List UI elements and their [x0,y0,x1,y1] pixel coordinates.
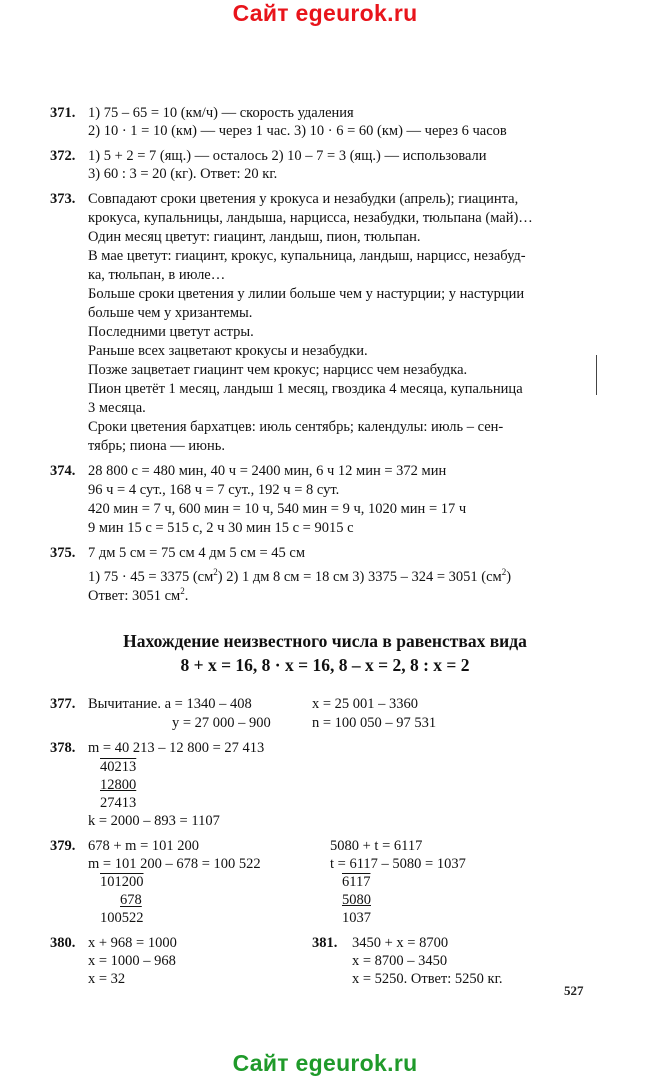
superscript: 2 [501,567,507,577]
problem-374-number: 374. [50,463,76,479]
problem-381-line: x = 8700 – 3450 [352,953,448,969]
problem-373-line: крокуса, купальницы, ландыша, нарцисса, незабудки, тюльпана (май)… [88,210,533,226]
section-heading: Нахождение неизвестного числа в равенствах вида [123,631,527,651]
problem-377-b: x = 25 001 – 3360 [312,696,419,712]
problem-381-line: x = 5250. Ответ: 5250 кг. [352,971,503,987]
problem-379-line-1: 678 + m = 101 200 [88,838,200,854]
problem-377-c: y = 27 000 – 900 [172,715,271,731]
problem-373-line: Сроки цветения бархатцев: июль сентябрь; календулы: июль – сен- [88,419,504,435]
problem-371-line-1: 1) 75 – 65 = 10 (км/ч) — скорость удаления [88,105,354,121]
page-number: 527 [564,983,584,998]
problem-379-right-line-1: 5080 + t = 6117 [330,838,423,854]
section-formula: 8 + x = 16, 8 · x = 16, 8 – x = 2, 8 : x = 2 [180,655,470,675]
problem-381-line: 3450 + x = 8700 [352,935,449,951]
column-minuend: 40213 [100,759,137,775]
problem-380-line: x + 968 = 1000 [88,935,177,951]
column-result: 1037 [342,910,371,926]
site-header: Сайт egeurok.ru [232,0,418,26]
problem-372-number: 372. [50,148,76,164]
problem-374-line: 9 мин 15 с = 515 с, 2 ч 30 мин 15 с = 9015 с [88,520,354,536]
column-result: 100522 [100,910,144,926]
problem-375-line-1: 7 дм 5 см = 75 см 4 дм 5 см = 45 см [88,545,306,561]
problem-378-number: 378. [50,740,76,756]
column-minuend: 6117 [342,874,371,890]
problem-372-line-1: 1) 5 + 2 = 7 (ящ.) — осталось 2) 10 – 7 = 3 (ящ.) — использовали [88,148,487,164]
problem-374-line: 420 мин = 7 ч, 600 мин = 10 ч, 540 мин = 9 ч, 1020 мин = 17 ч [88,501,467,517]
problem-373-number: 373. [50,191,76,207]
column-subtrahend: 678 [120,892,142,908]
problem-373-line: больше чем у хризантемы. [88,305,253,321]
problem-379-right-line-2: t = 6117 – 5080 = 1037 [330,856,466,872]
site-footer: Сайт egeurok.ru [232,1050,418,1076]
problem-375-line-3 [88,582,188,605]
superscript: 2 [180,586,185,596]
problem-371-line-2: 2) 10 · 1 = 10 (км) — через 1 час. 3) 10 · 6 = 60 (км) — через 6 часов [88,123,507,139]
problem-375-answer: Ответ: 3051 см [88,587,181,604]
problem-378-k: k = 2000 – 893 = 1107 [88,813,220,829]
problem-373-line: Совпадают сроки цветения у крокуса и незабудки (апрель); гиацинта, [88,191,519,207]
problem-373-line: Больше сроки цветения у лилии больше чем у настурции; у настурции [88,286,525,302]
problem-373-line: Один месяц цветут: гиацинт, ландыш, пион, тюльпан. [88,229,421,245]
problem-373-line: 3 месяца. [88,400,146,416]
problem-380-number: 380. [50,935,76,951]
column-subtrahend: 5080 [342,892,371,908]
problem-374-line: 28 800 с = 480 мин, 40 ч = 2400 мин, 6 ч 12 мин = 372 мин [88,463,447,479]
problem-375-number: 375. [50,545,76,561]
problem-375-part-c: ) [506,568,512,585]
problem-377-number: 377. [50,696,76,712]
problem-373-line: Пион цветёт 1 месяц, ландыш 1 месяц, гвоздика 4 месяца, купальница [88,381,523,397]
problem-372-line-2: 3) 60 : 3 = 20 (кг). Ответ: 20 кг. [88,166,278,182]
problem-377-d: n = 100 050 – 97 531 [312,715,437,731]
problem-373-line: Раньше всех зацветают крокусы и незабудки. [88,343,368,359]
superscript: 2 [213,567,218,577]
problem-379-number: 379. [50,838,76,854]
problem-373-line: тябрь; пиона — июнь. [88,438,226,454]
problem-374-line: 96 ч = 4 сут., 168 ч = 7 сут., 192 ч = 8 сут. [88,482,340,498]
problem-375-part-a: 1) 75 · 45 = 3375 (см [88,568,214,585]
problem-380-line: x = 32 [88,971,126,987]
problem-371-number: 371. [50,105,76,121]
problem-373-line: Позже зацветает гиацинт чем крокус; нарцисс чем незабудка. [88,362,468,378]
problem-373-line: ка, тюльпан, в июле… [88,267,226,283]
problem-379-line-2: m = 101 200 – 678 = 100 522 [88,856,261,872]
problem-375-answer-end: . [184,587,189,604]
problem-378-equation: m = 40 213 – 12 800 = 27 413 [88,740,265,756]
column-result: 27413 [100,795,137,811]
problem-381-number: 381. [312,935,338,951]
problem-377-a: Вычитание. a = 1340 – 408 [88,696,252,712]
problem-375-part-b: ) 2) 1 дм 8 см = 18 см 3) 3375 – 324 = 3051 (см [217,568,502,585]
column-minuend: 101200 [100,874,144,890]
problem-380-line: x = 1000 – 968 [88,953,176,969]
margin-bar [596,355,597,395]
problem-373-line: В мае цветут: гиацинт, крокус, купальница, ландыш, нарцисс, незабуд- [88,248,526,264]
problem-373-line: Последними цветут астры. [88,324,254,340]
column-subtrahend: 12800 [100,777,137,793]
